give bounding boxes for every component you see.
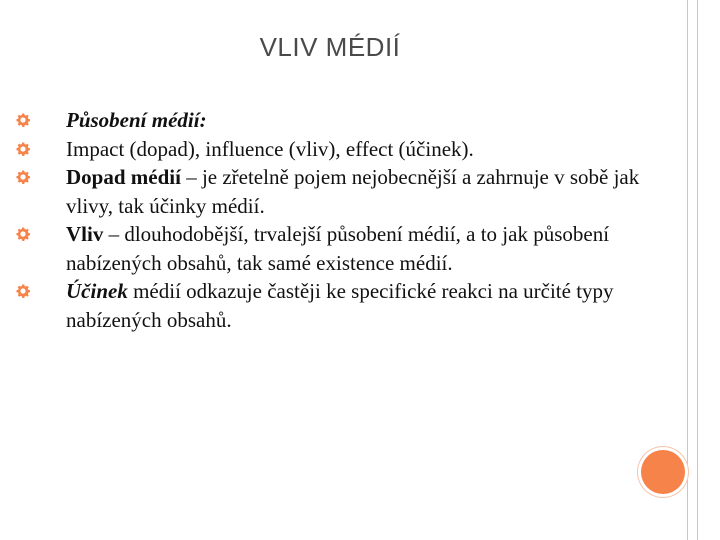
decorative-circle (641, 450, 685, 494)
bullet-term: Účinek (66, 279, 128, 303)
gear-icon (14, 111, 32, 129)
bullet-text: médií odkazuje častěji ke specifické reakci na určité typy nabízených obsahů. (66, 279, 614, 332)
bullet-text: – dlouhodobější, trvalejší působení médií, a to jak působení nabízených obsahů, tak samé existence médií. (66, 222, 610, 275)
rail-line-left (687, 0, 688, 540)
gear-icon (14, 140, 32, 158)
bullet-term: Vliv (66, 222, 104, 246)
bullet-text: Impact (dopad), influence (vliv), effect (účinek). (66, 136, 474, 161)
gear-icon (14, 225, 32, 243)
bullet-list (66, 106, 646, 334)
gear-icon (14, 168, 32, 186)
slide-title: VLIV MÉDIÍ (259, 32, 401, 62)
rail-line-right (697, 0, 698, 540)
list-item (66, 163, 646, 220)
bullet-term: Dopad médií (66, 165, 181, 189)
list-item (66, 220, 646, 277)
list-item (66, 135, 646, 164)
bullet-term: Působení médií: (66, 108, 207, 132)
gear-icon (14, 282, 32, 300)
list-item (66, 277, 646, 334)
list-item (66, 106, 646, 135)
bullet-text: – je zřetelně pojem nejobecnější a zahrnuje v sobě jak vlivy, tak účinky médií. (66, 165, 640, 218)
